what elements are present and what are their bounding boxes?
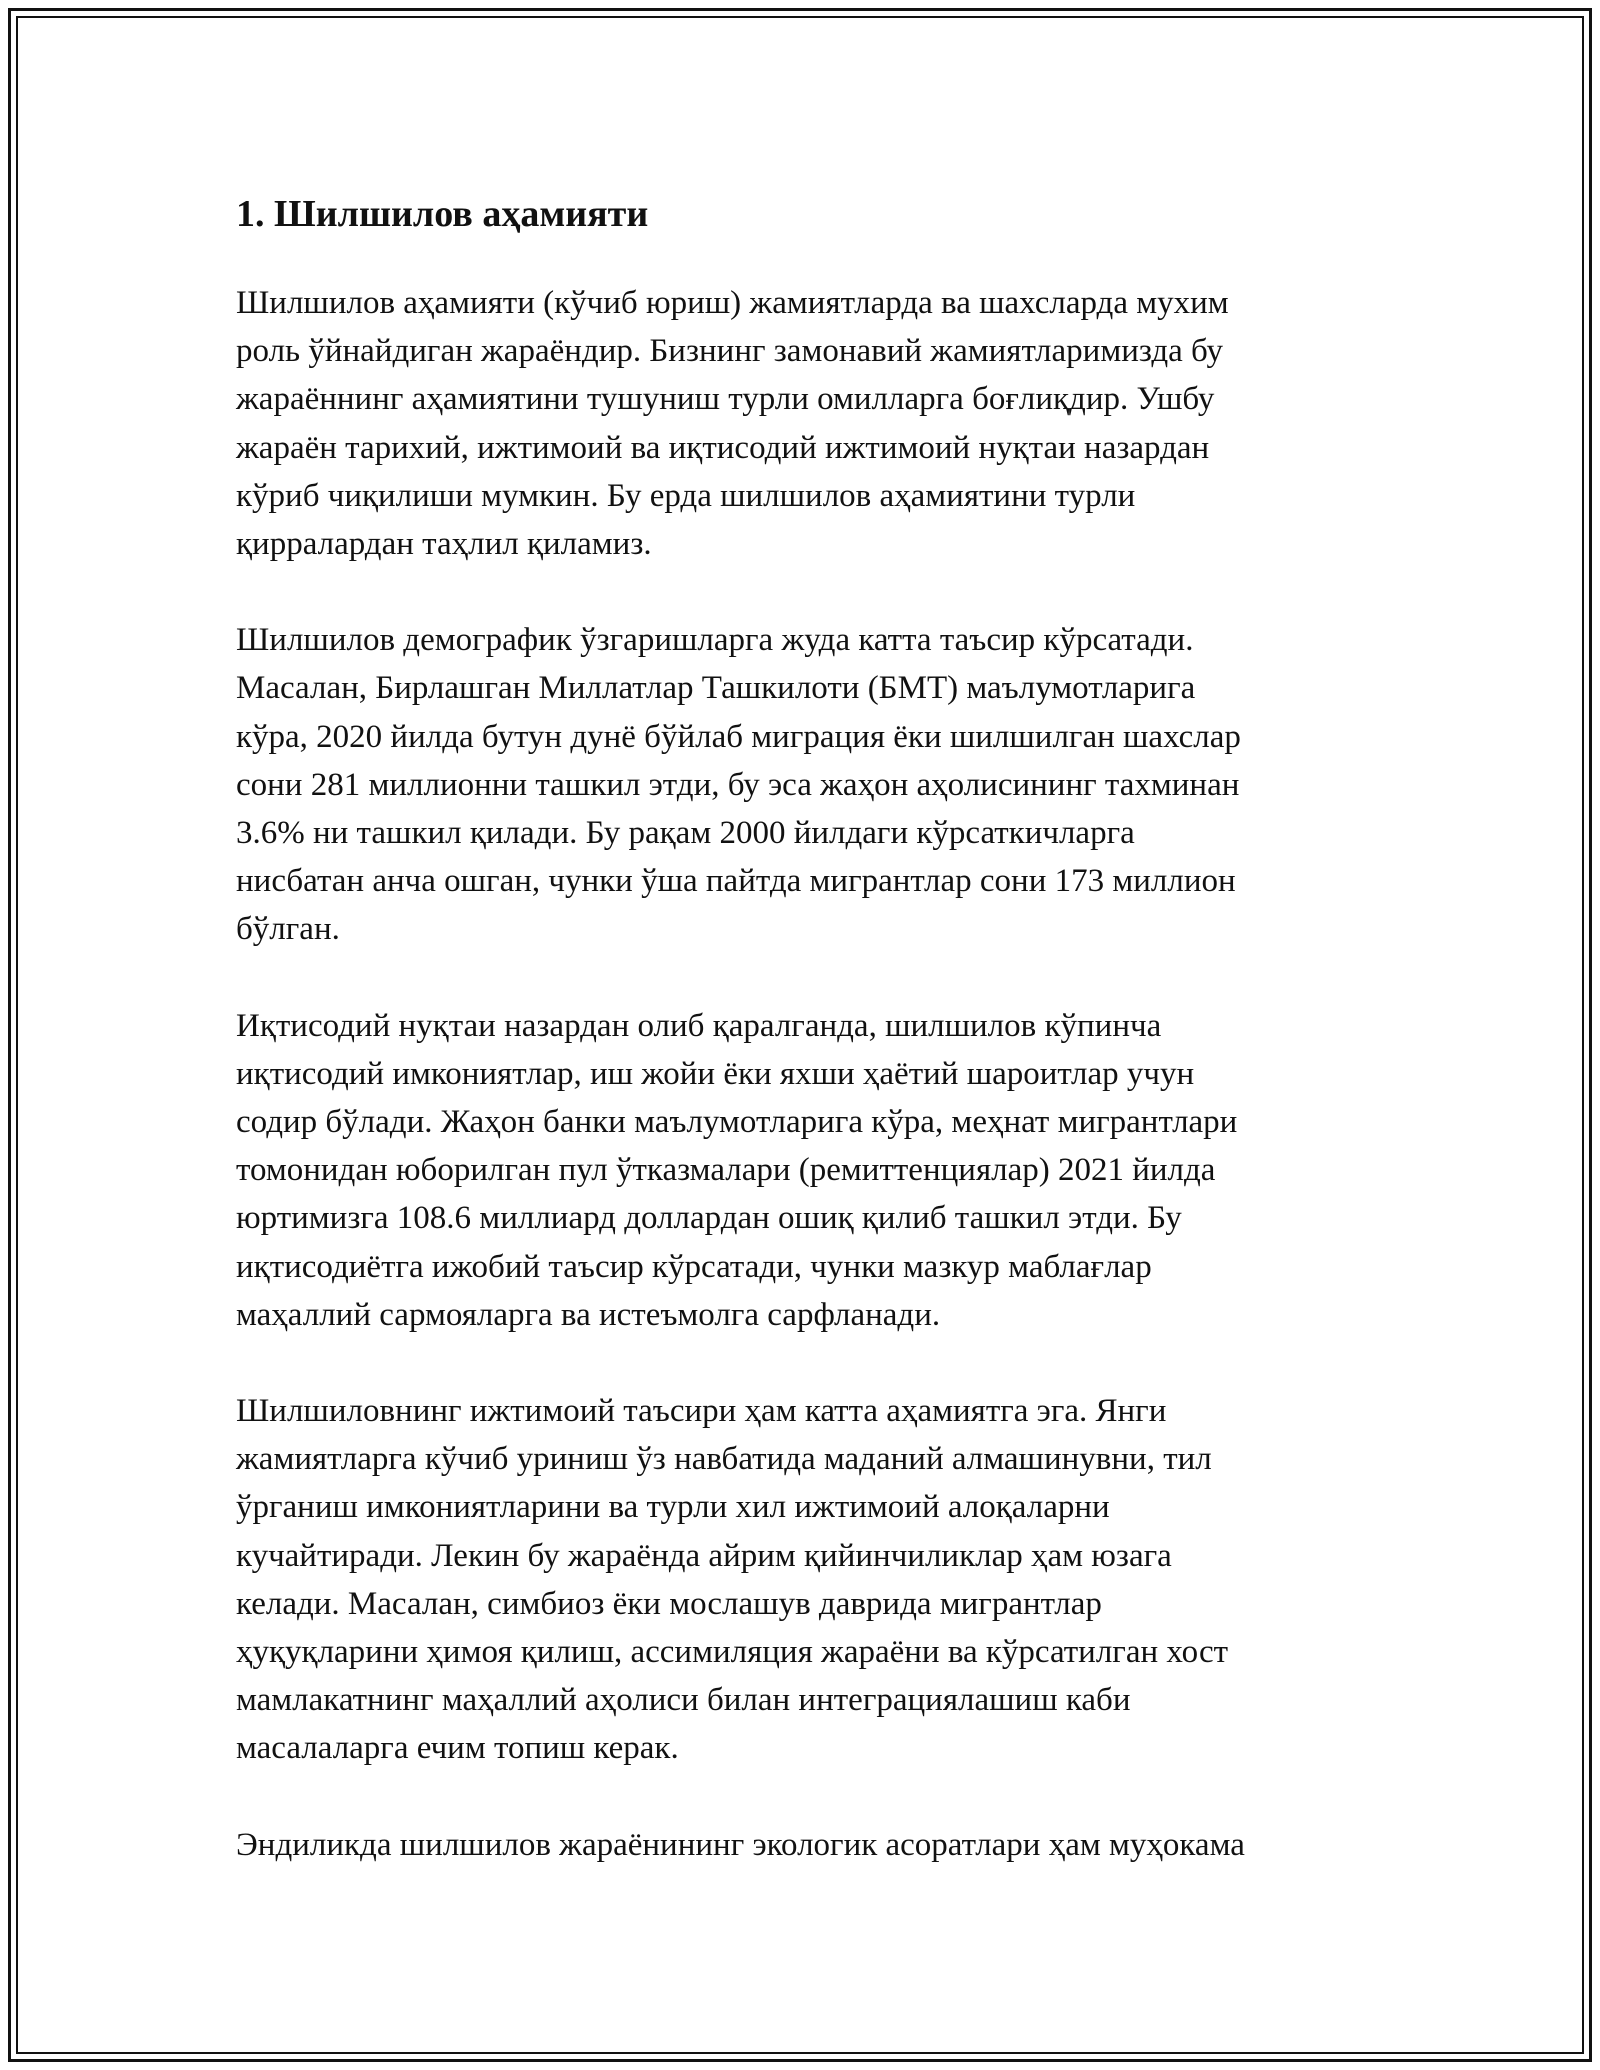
text-line: Иқтисодий нуқтаи назардан олиб қаралганда, шилшилов кўпинча <box>236 1007 1162 1044</box>
text-line: иқтисодий имкониятлар, иш жойи ёки яхши ҳаётий шароитлар учун <box>236 1055 1195 1092</box>
text-line: юртимизга 108.6 миллиард доллардан ошиқ қилиб ташкил этди. Бу <box>236 1200 1182 1237</box>
text-line: содир бўлади. Жаҳон банки маълумотларига кўра, меҳнат мигрантлари <box>236 1104 1238 1141</box>
document-body <box>236 185 1376 1917</box>
section-heading: 1. Шилшилов аҳамияти <box>236 193 649 235</box>
text-line: кўра, 2020 йилда бутун дунё бўйлаб миграция ёки шилшилган шахслар <box>236 718 1241 755</box>
text-line: сони 281 миллионни ташкил этди, бу эса жаҳон аҳолисининг тахминан <box>236 766 1240 803</box>
paragraph-1 <box>236 279 1376 568</box>
text-line: Масалан, Бирлашган Миллатлар Ташкилоти (БМТ) маълумотларига <box>236 670 1196 707</box>
text-line: Шилшилов демографик ўзгаришларга жуда катта таъсир кўрсатади. <box>236 622 1194 659</box>
text-line: ўрганиш имкониятларини ва турли хил ижтимоий алоқаларни <box>236 1489 1110 1526</box>
text-line: бўлган. <box>236 911 340 948</box>
text-line: мамлакатнинг маҳаллий аҳолиси билан интеграциялашиш каби <box>236 1682 1131 1719</box>
text-line: қирралардан таҳлил қиламиз. <box>236 526 652 563</box>
text-line: маҳаллий сармояларга ва истеъмолга сарфланади. <box>236 1296 941 1333</box>
text-line: жараён тарихий, ижтимоий ва иқтисодий ижтимоий нуқтаи назардан <box>236 429 1210 466</box>
text-line: томонидан юборилган пул ўтказмалари (ремиттенциялар) 2021 йилда <box>236 1152 1216 1189</box>
text-line: 3.6% ни ташкил қилади. Бу рақам 2000 йилдаги кўрсаткичларга <box>236 815 1135 852</box>
text-line: кучайтиради. Лекин бу жараёнда айрим қийинчиликлар ҳам юзага <box>236 1537 1172 1574</box>
text-line: ҳуқуқларини ҳимоя қилиш, ассимиляция жараёни ва кўрсатилган хост <box>236 1634 1229 1671</box>
text-line: Шилшилов аҳамияти (кўчиб юриш) жамиятларда ва шахсларда мухим <box>236 285 1229 321</box>
text-line: жараённинг аҳамиятини тушуниш турли омилларга боғлиқдир. Ушбу <box>236 381 1215 418</box>
text-line: нисбатан анча ошган, чунки ўша пайтда мигрантлар сони 173 миллион <box>236 863 1236 900</box>
paragraph-4 <box>236 1387 1376 1773</box>
paragraph-2 <box>236 616 1376 953</box>
paragraph-5 <box>236 1821 1376 1869</box>
text-line: роль ўйнайдиган жараёндир. Бизнинг замонавий жамиятларимизда бу <box>236 333 1224 370</box>
text-line: Шилшиловнинг ижтимоий таъсири ҳам катта аҳамиятга эга. Янги <box>236 1393 1167 1430</box>
text-line: кўриб чиқилиши мумкин. Бу ерда шилшилов аҳамиятини турли <box>236 477 1136 514</box>
text-line: иқтисодиётга ижобий таъсир кўрсатади, чунки мазкур маблағлар <box>236 1248 1152 1285</box>
paragraph-3 <box>236 1002 1376 1339</box>
text-line: Эндиликда шилшилов жараёнининг экологик асоратлари ҳам муҳокама <box>236 1826 1245 1863</box>
text-line: келади. Масалан, симбиоз ёки мослашув даврида мигрантлар <box>236 1585 1102 1622</box>
text-line: жамиятларга кўчиб уриниш ўз навбатида маданий алмашинувни, тил <box>236 1441 1212 1478</box>
text-line: масалаларга ечим топиш керак. <box>236 1730 679 1767</box>
